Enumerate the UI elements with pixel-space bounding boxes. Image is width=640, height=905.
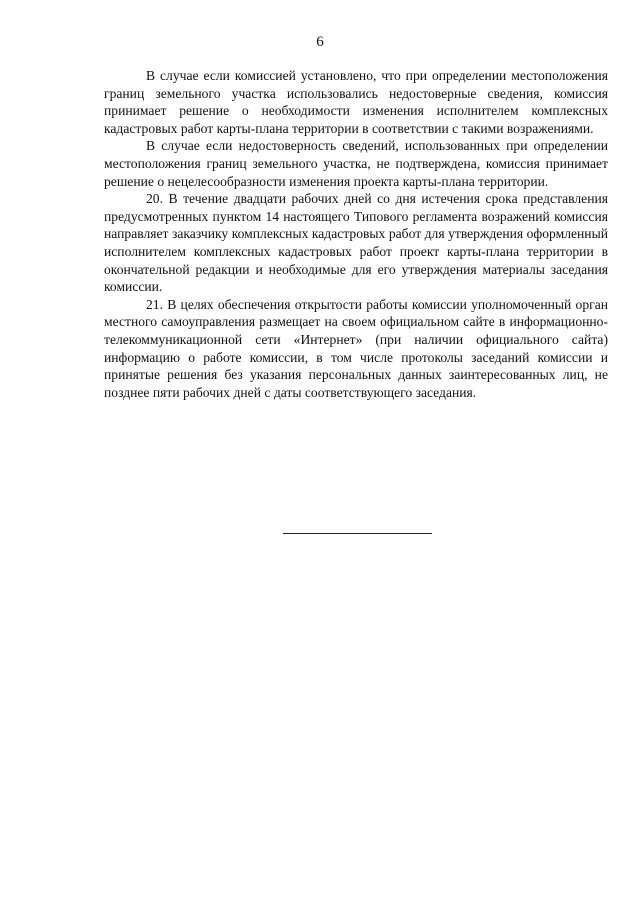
document-body (104, 67, 608, 401)
page-number: 6 (316, 34, 324, 50)
paragraph-item-21: 21. В целях обеспечения открытости работы комиссии уполномоченный орган местного самоуправления размещает на своем официальном сайте в информационно-телекоммуникационной сети «Интернет» (при наличии официального сайта) информацию о работе комиссии, в том числе протоколы заседаний комиссии и принятые решения без указания персональных данных заинтересованных лиц, не позднее пяти рабочих дней с даты соответствующего заседания. (104, 296, 608, 400)
paragraph-unreliable-data-not-confirmed: В случае если недостоверность сведений, использованных при определении местоположения границ земельного участка, не подтверждена, комиссия принимает решение о нецелесообразности изменения проекта карты-плана территории. (104, 138, 608, 189)
paragraph-unreliable-data-established: В случае если комиссией установлено, что при определении местоположения границ земельного участка использовались недостоверные сведения, комиссия принимает решение о необходимости изменения исполнителем комплексных кадастровых работ карты-плана территории в соответствии с такими возражениями. (104, 68, 608, 136)
end-divider-line (283, 533, 432, 534)
paragraph-item-20: 20. В течение двадцати рабочих дней со дня истечения срока представления предусмотренных пунктом 14 настоящего Типового регламента возражений комиссия направляет заказчику комплексных кадастровых работ для утверждения оформленный исполнителем комплексных кадастровых работ проект карты-плана территории в окончательной редакции и необходимые для его утверждения материалы заседания комиссии. (104, 191, 608, 295)
